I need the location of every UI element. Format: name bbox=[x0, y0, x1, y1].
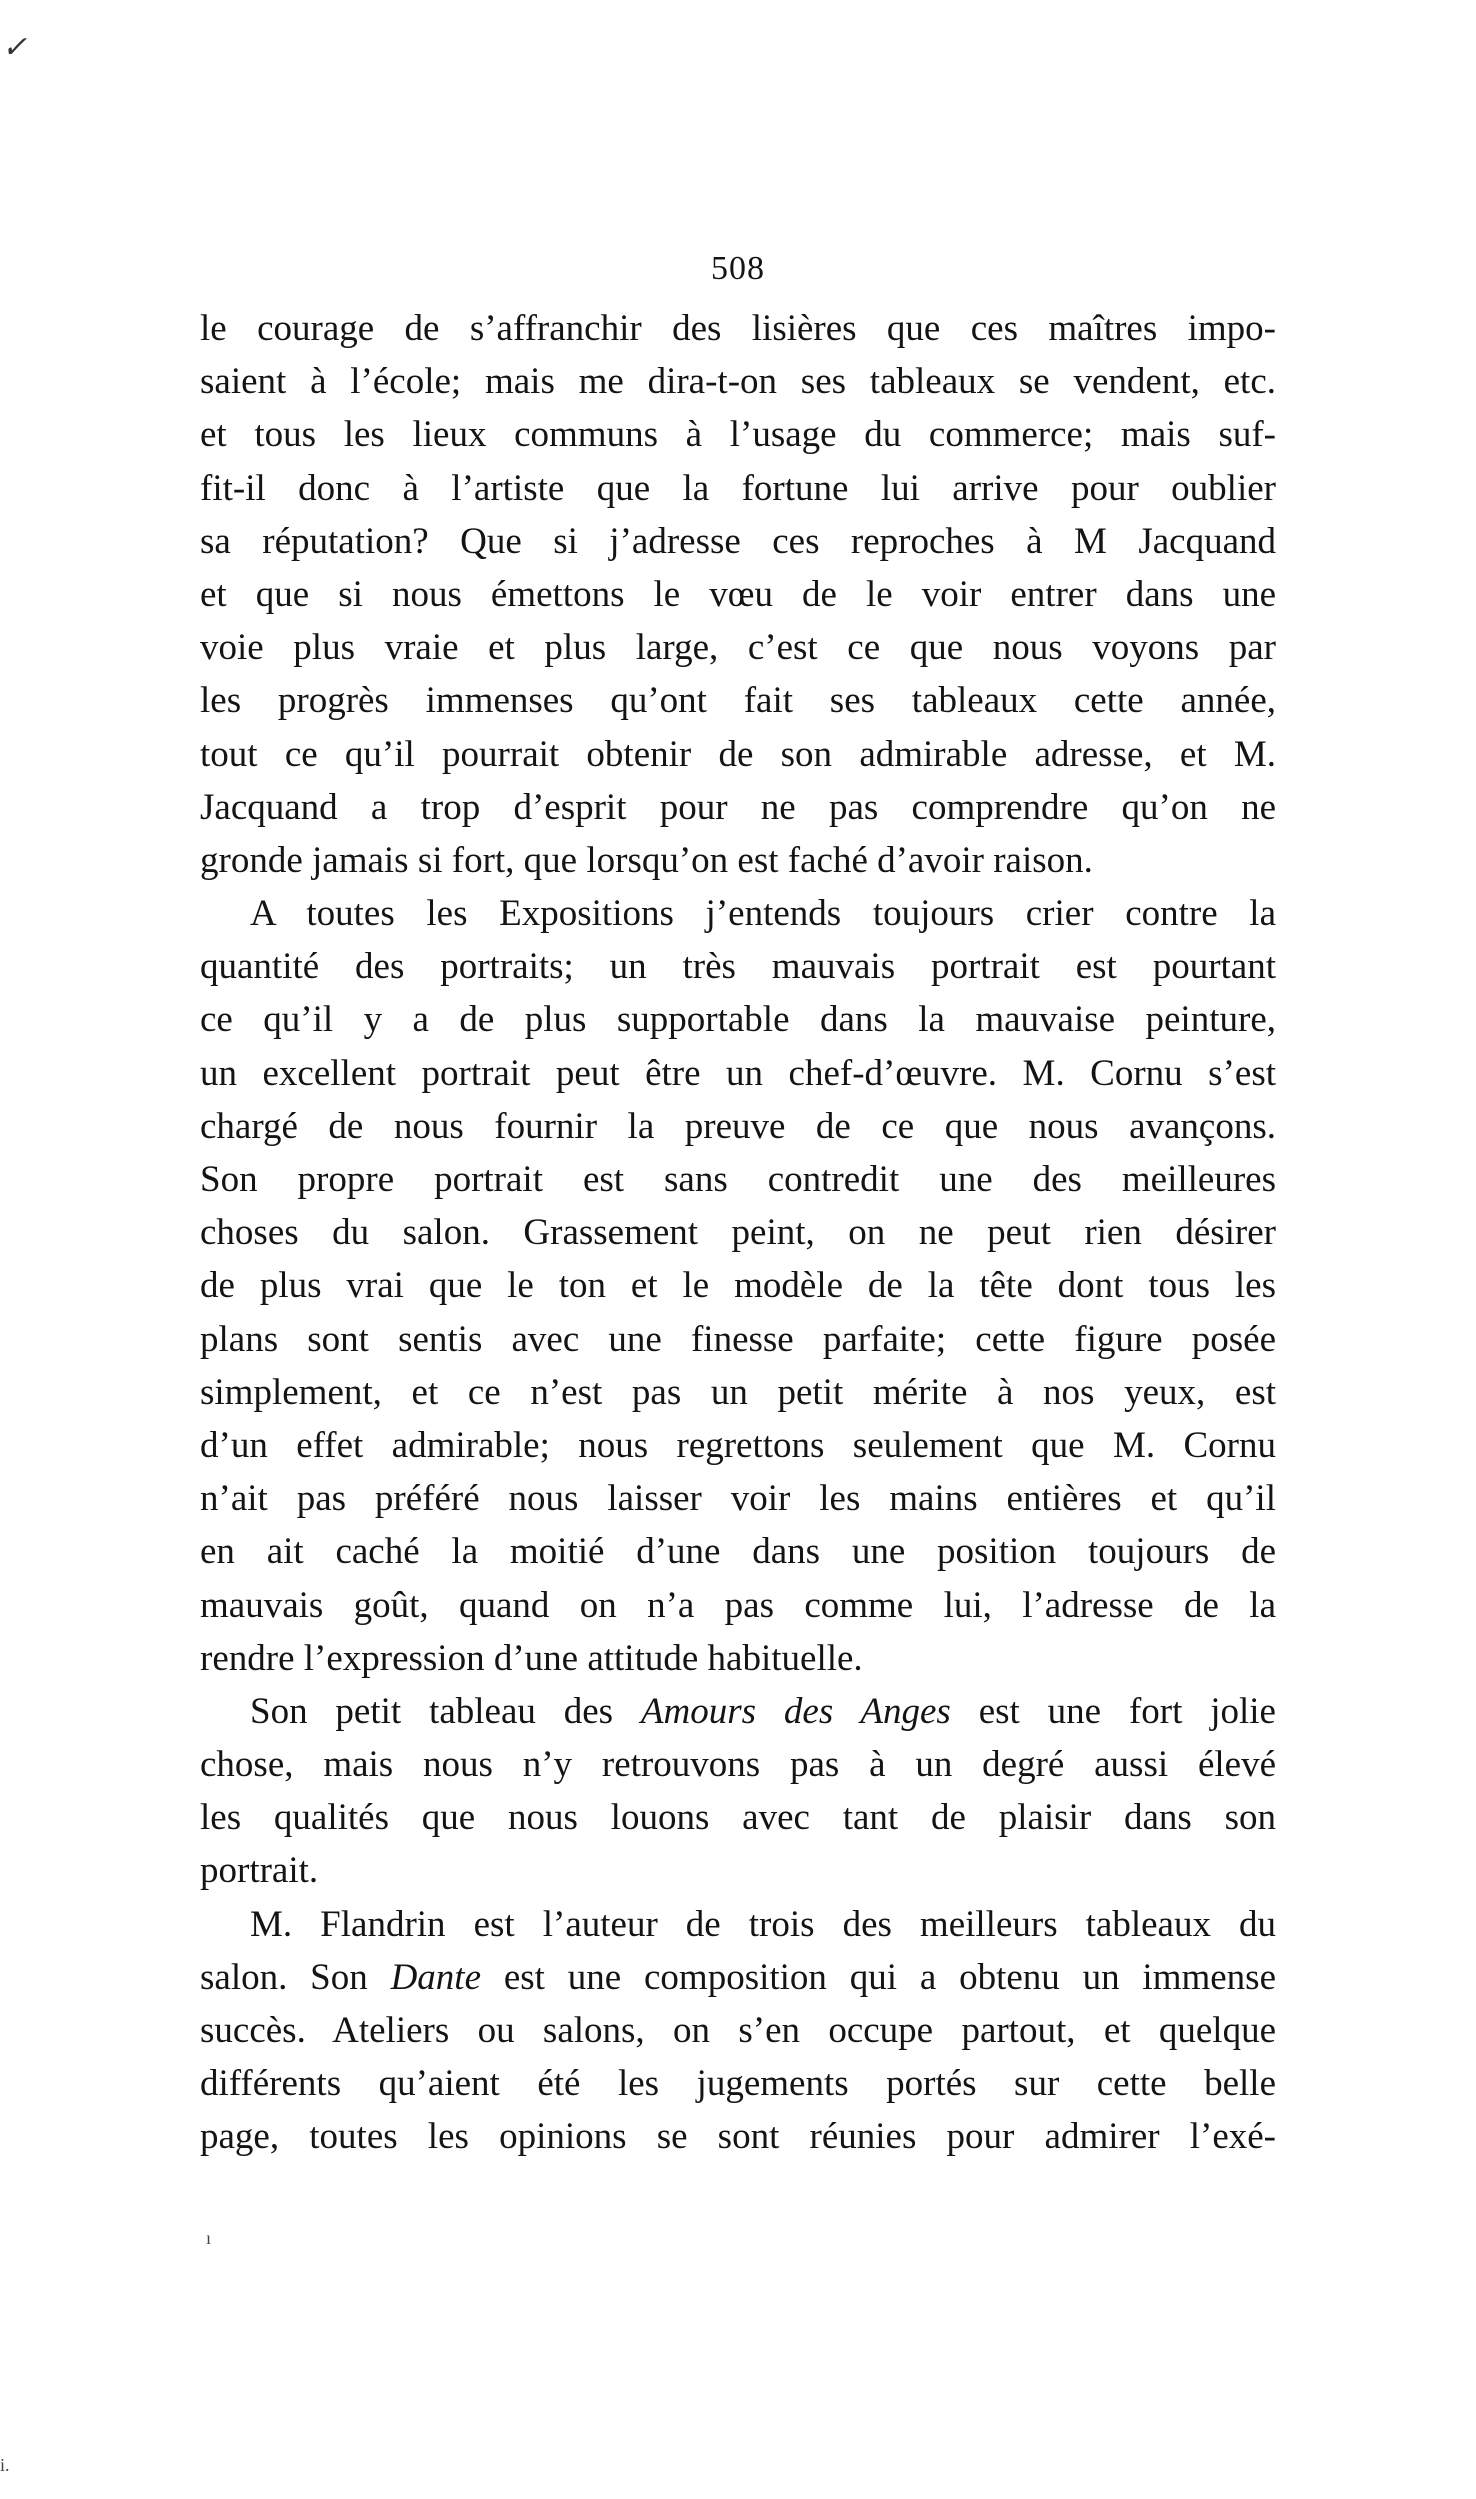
text-line: en ait caché la moitié d’une dans une position toujours de bbox=[200, 1531, 1276, 1573]
text-line: succès. Ateliers ou salons, on s’en occupe partout, et quelque bbox=[200, 2010, 1276, 2051]
text-line: les qualités que nous louons avec tant de plaisir dans son bbox=[200, 1797, 1276, 1839]
text-line: portrait. bbox=[200, 1850, 319, 1892]
text-line: n’ait pas préféré nous laisser voir les mains entières et qu’il bbox=[200, 1478, 1276, 1520]
text-line: le courage de s’affranchir des lisières que ces maîtres impo- bbox=[200, 308, 1276, 349]
text-line: mauvais goût, quand on n’a pas comme lui, l’adresse de la bbox=[200, 1584, 1276, 1626]
text-line: ce qu’il y a de plus supportable dans la mauvaise peinture, bbox=[200, 999, 1276, 1041]
text-line: gronde jamais si fort, que lorsqu’on est faché d’avoir raison. bbox=[200, 839, 1093, 881]
text-line: quantité des portraits; un très mauvais portrait est pourtant bbox=[200, 946, 1276, 988]
text-line: et que si nous émettons le vœu de le voir entrer dans une bbox=[200, 573, 1276, 615]
text-segment: est une fort jolie bbox=[950, 1690, 1276, 1732]
text-line: fit-il donc à l’artiste que la fortune lui arrive pour oublier bbox=[200, 467, 1276, 509]
text-line: de plus vrai que le ton et le modèle de la tête dont tous les bbox=[200, 1265, 1276, 1307]
text-line: différents qu’aient été les jugements portés sur cette belle bbox=[200, 2063, 1276, 2105]
text-line: simplement, et ce n’est pas un petit mérite à nos yeux, est bbox=[200, 1371, 1276, 1413]
text-line: les progrès immenses qu’ont fait ses tableaux cette année, bbox=[200, 680, 1276, 722]
text-line: M. Flandrin est l’auteur de trois des meilleurs tableaux du bbox=[250, 1903, 1276, 1945]
text-line: sa réputation? Que si j’adresse ces reproches à M Jacquand bbox=[200, 520, 1276, 562]
text-line: A toutes les Expositions j’entends toujours crier contre la bbox=[250, 893, 1276, 935]
text-line: chose, mais nous n’y retrouvons pas à un degré aussi élevé bbox=[200, 1744, 1276, 1786]
text-line: page, toutes les opinions se sont réunies pour admirer l’exé- bbox=[200, 2116, 1276, 2158]
text-segment: salon. Son bbox=[200, 1956, 391, 1998]
text-line bbox=[200, 1951, 1276, 2004]
corner-mark: i. bbox=[0, 2455, 10, 2475]
text-line: un excellent portrait peut être un chef-d’œuvre. M. Cornu s’est bbox=[200, 1052, 1276, 1094]
margin-annotation-mark: ✓ bbox=[2, 31, 28, 64]
text-line: tout ce qu’il pourrait obtenir de son admirable adresse, et M. bbox=[200, 733, 1276, 775]
text-line: rendre l’expression d’une attitude habituelle. bbox=[200, 1637, 863, 1679]
text-line: Jacquand a trop d’esprit pour ne pas comprendre qu’on ne bbox=[200, 786, 1276, 828]
text-line: choses du salon. Grassement peint, on ne peut rien désirer bbox=[200, 1212, 1276, 1254]
text-line: voie plus vraie et plus large, c’est ce que nous voyons par bbox=[200, 627, 1276, 669]
text-line: d’un effet admirable; nous regrettons seulement que M. Cornu bbox=[200, 1424, 1276, 1466]
text-line bbox=[200, 1685, 1276, 1738]
body-text bbox=[200, 302, 1276, 2164]
text-segment: est une composition qui a obtenu un immense bbox=[481, 1956, 1277, 1998]
page-number: 508 bbox=[711, 250, 765, 287]
text-line: saient à l’école; mais me dira-t-on ses tableaux se vendent, etc. bbox=[200, 361, 1276, 403]
text-line: Son propre portrait est sans contredit une des meilleures bbox=[200, 1159, 1276, 1200]
text-line: chargé de nous fournir la preuve de ce que nous avançons. bbox=[200, 1105, 1276, 1147]
footer-mark: ı bbox=[206, 2228, 212, 2248]
text-line: et tous les lieux communs à l’usage du commerce; mais suf- bbox=[200, 414, 1276, 456]
text-segment: Son petit tableau des bbox=[250, 1690, 641, 1732]
artwork-title: Amours des Anges bbox=[640, 1690, 951, 1732]
text-line: plans sont sentis avec une finesse parfaite; cette figure posée bbox=[200, 1318, 1276, 1360]
artwork-title: Dante bbox=[390, 1956, 482, 1998]
